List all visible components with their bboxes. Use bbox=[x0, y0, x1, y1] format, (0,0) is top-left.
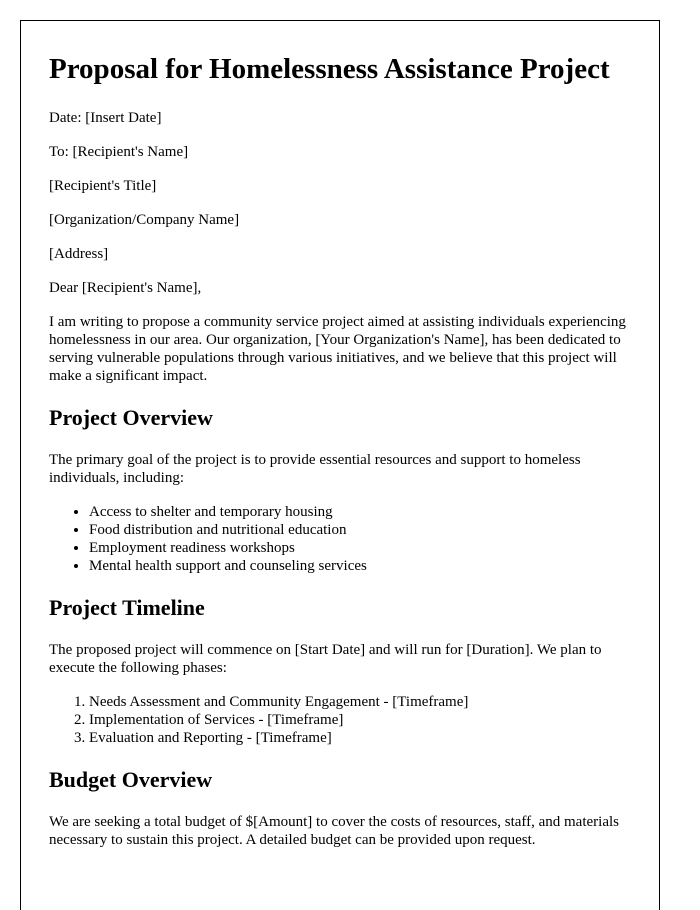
overview-list bbox=[49, 503, 631, 575]
recipient-name-line: To: [Recipient's Name] bbox=[49, 144, 189, 160]
list-item: 3. Evaluation and Reporting - [Timeframe] bbox=[89, 729, 631, 747]
list-item: • Food distribution and nutritional education bbox=[89, 521, 631, 539]
document-title: Proposal for Homelessness Assistance Project bbox=[49, 53, 610, 85]
budget-heading: Budget Overview bbox=[49, 767, 213, 792]
timeline-heading: Project Timeline bbox=[49, 595, 205, 620]
organization-line: [Organization/Company Name] bbox=[49, 212, 240, 228]
budget-paragraph: We are seeking a total budget of $[Amount] to cover the costs of resources, staff, and materials necessary to sustain this project. A detailed budget can be provided upon request. bbox=[49, 814, 619, 848]
date-line: Date: [Insert Date] bbox=[49, 110, 162, 126]
list-item: • Access to shelter and temporary housing bbox=[89, 503, 631, 521]
document-page bbox=[20, 20, 660, 910]
overview-paragraph: The primary goal of the project is to provide essential resources and support to homeless individuals, including: bbox=[49, 452, 581, 486]
intro-paragraph: I am writing to propose a community service project aimed at assisting individuals experiencing homelessness in our area. Our organization, [Your Organization's Name], has been dedicated to serving vulnerable populations through various initiatives, and we believe that this project will make a significant impact. bbox=[49, 314, 626, 384]
list-item: 2. Implementation of Services - [Timeframe] bbox=[89, 711, 631, 729]
list-item: • Mental health support and counseling services bbox=[89, 557, 631, 575]
address-line: [Address] bbox=[49, 246, 109, 262]
timeline-paragraph: The proposed project will commence on [Start Date] and will run for [Duration]. We plan to execute the following phases: bbox=[49, 642, 602, 676]
timeline-list bbox=[49, 693, 631, 747]
salutation: Dear [Recipient's Name], bbox=[49, 280, 202, 296]
overview-heading: Project Overview bbox=[49, 405, 213, 430]
recipient-title-line: [Recipient's Title] bbox=[49, 178, 157, 194]
list-item: 1. Needs Assessment and Community Engagement - [Timeframe] bbox=[89, 693, 631, 711]
list-item: • Employment readiness workshops bbox=[89, 539, 631, 557]
